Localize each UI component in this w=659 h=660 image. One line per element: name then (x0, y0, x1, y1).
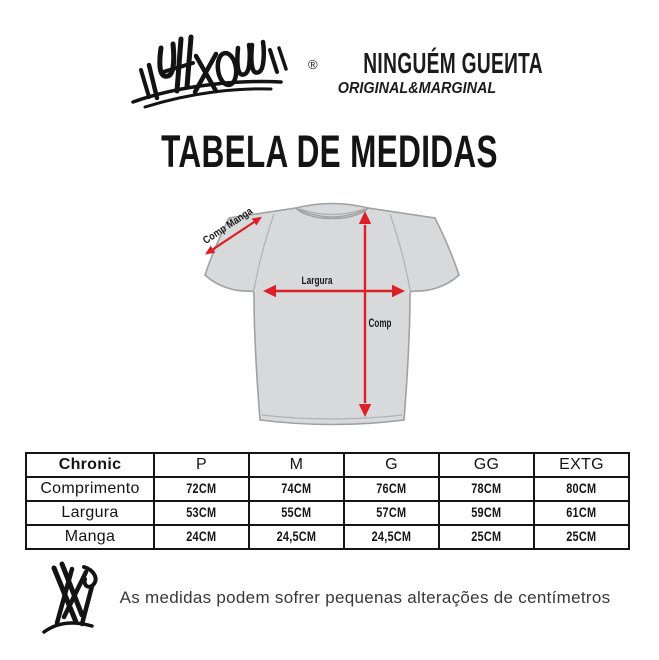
brand-name: NINGUÉM GUEИTA (363, 48, 543, 80)
table-header-row (26, 453, 629, 477)
table-header-size-extg: EXTG (534, 453, 629, 477)
table-header-size-p: P (154, 453, 249, 477)
table-cell: 57CM (344, 501, 439, 525)
measurement-disclaimer: As medidas podem sofrer pequenas alterações de centímetros (119, 588, 611, 607)
table-cell: 59CM (439, 501, 534, 525)
table-cell: 53CM (154, 501, 249, 525)
length-label: Comp (368, 316, 392, 330)
sleeve-length-label: Comp Manga (200, 200, 263, 247)
table-cell: 24,5CM (249, 525, 344, 549)
table-row-largura (26, 501, 629, 525)
table-row-manga (26, 525, 629, 549)
table-row-comprimento (26, 477, 629, 501)
width-label: Largura (301, 275, 334, 287)
table-cell: 74CM (249, 477, 344, 501)
table-header-brand: Chronic (26, 453, 154, 477)
table-cell: 80CM (534, 477, 629, 501)
row-label: Manga (26, 525, 154, 549)
table-cell: 78CM (439, 477, 534, 501)
title-row (0, 126, 659, 177)
brand-wordmark (317, 48, 543, 97)
table-cell: 61CM (534, 501, 629, 525)
table-header-size-m: M (249, 453, 344, 477)
tshirt-measurement-diagram (0, 192, 659, 440)
row-label: Largura (26, 501, 154, 525)
table-header-size-gg: GG (439, 453, 534, 477)
table-cell: 24,5CM (344, 525, 439, 549)
page-title: TABELA DE MEDIDAS (161, 126, 498, 177)
row-label: Comprimento (26, 477, 154, 501)
table-header-size-g: G (344, 453, 439, 477)
brand-tagline: ORIGINAL&MARGINAL (337, 80, 497, 97)
table-cell: 76CM (344, 477, 439, 501)
table-cell: 24CM (154, 525, 249, 549)
table-cell: 25CM (534, 525, 629, 549)
tshirt-body (205, 208, 459, 425)
table-cell: 55CM (249, 501, 344, 525)
table-cell: 72CM (154, 477, 249, 501)
chronic-graffiti-logo-icon (123, 18, 303, 118)
table-cell: 25CM (439, 525, 534, 549)
size-table (25, 452, 630, 550)
registered-trademark-mark: ® (308, 57, 318, 72)
